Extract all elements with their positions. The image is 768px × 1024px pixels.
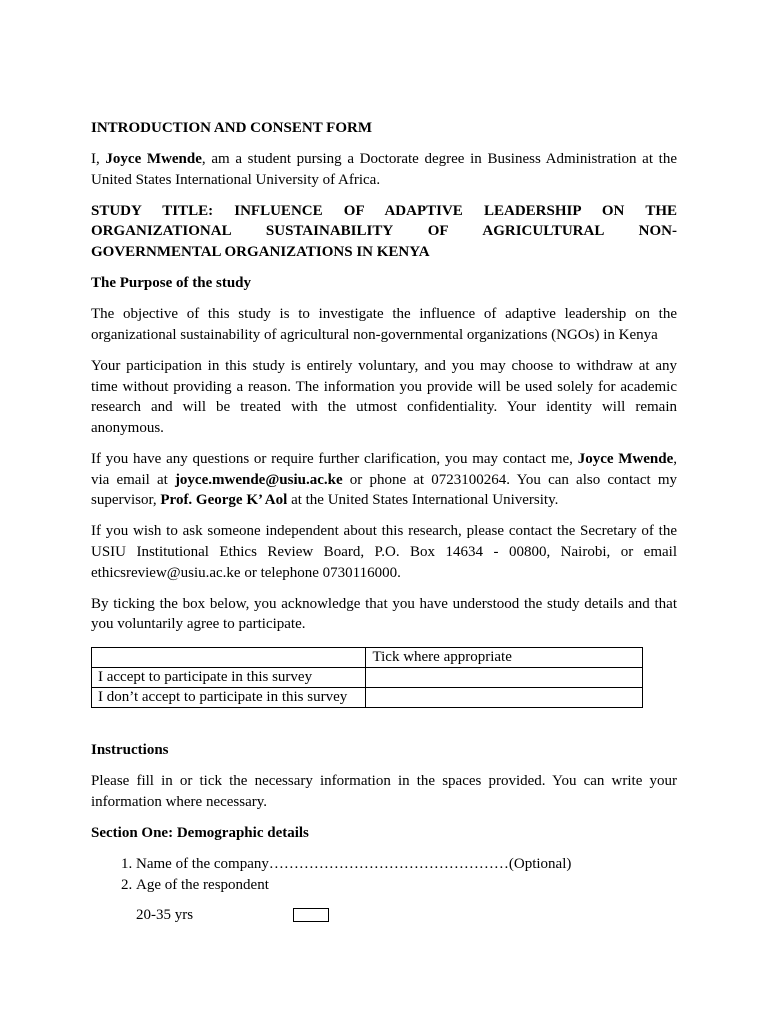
study-title-line-3: GOVERNMENTAL ORGANIZATIONS IN KENYA <box>91 244 430 261</box>
instructions-heading: Instructions <box>91 742 169 759</box>
consent-table-header-empty <box>92 648 366 668</box>
intro-prefix: I, <box>91 151 106 167</box>
consent-table-header-row <box>92 648 643 668</box>
question-company-name: 1. Name of the company…………………………………………(Optional) <box>136 854 677 875</box>
consent-accept-label: I accept to participate in this survey <box>92 668 366 688</box>
study-title-line-2: ORGANIZATIONAL SUSTAINABILITY OF AGRICULTURAL NON- <box>91 223 677 240</box>
age-option-label: 20-35 yrs <box>136 907 194 924</box>
contact-text-3: or phone at 0723100264. You can also contact my supervisor, <box>91 471 677 509</box>
consent-decline-row <box>92 688 643 708</box>
consent-table <box>91 647 643 708</box>
contact-text-2: , via email at <box>91 450 678 488</box>
intro-text: , am a student pursing a Doctorate degree in Business Administration at the United States International University of Africa. <box>91 151 677 188</box>
consent-form <box>91 118 677 935</box>
demographic-questions <box>91 854 677 895</box>
consent-decline-tick-cell[interactable] <box>366 688 643 708</box>
consent-accept-tick-cell[interactable] <box>366 668 643 688</box>
intro-paragraph <box>91 149 677 190</box>
contact-text-4: at the United States International University. <box>287 492 559 509</box>
form-title: INTRODUCTION AND CONSENT FORM <box>91 120 373 136</box>
supervisor-name: Prof. George K’ Aol <box>160 492 288 509</box>
contact-email: joyce.mwende@usiu.ac.ke <box>174 471 343 488</box>
contact-text-1: If you have any questions or require further clarification, you may contact me, <box>91 450 578 467</box>
question-age: 2. Age of the respondent <box>136 875 677 896</box>
researcher-name: Joyce Mwende <box>105 151 202 167</box>
age-option-row <box>91 905 677 935</box>
study-title <box>91 201 677 263</box>
study-title-line-1: STUDY TITLE: INFLUENCE OF ADAPTIVE LEADERSHIP ON THE <box>91 202 677 219</box>
purpose-heading: The Purpose of the study <box>91 275 252 292</box>
spacer <box>91 708 677 740</box>
ethics-paragraph: If you wish to ask someone independent about this research, please contact the Secretary of the USIU Institutional Ethics Review Board, P.O. Box 14634 - 00800, Nairobi, or email ethicsreview@usiu.ac.ke or telephone 0730116000. <box>91 523 677 581</box>
consent-decline-label: I don’t accept to participate in this survey <box>92 688 366 708</box>
voluntary-paragraph: Your participation in this study is entirely voluntary, and you may choose to withdraw at any time without providing a reason. The information you provide will be used solely for academic research and will be treated with the utmost confidentiality. Your identity will remain anonymous. <box>91 357 677 436</box>
acknowledgement-paragraph: By ticking the box below, you acknowledge that you have understood the study details and that you voluntarily agree to participate. <box>91 595 677 633</box>
consent-table-header-tick: Tick where appropriate <box>366 648 643 668</box>
consent-accept-row <box>92 668 643 688</box>
contact-paragraph <box>91 449 677 511</box>
purpose-paragraph: The objective of this study is to investigate the influence of adaptive leadership on the organizational sustainability of agricultural non-governmental organizations (NGOs) in Kenya <box>91 306 677 343</box>
contact-name: Joyce Mwende <box>577 450 674 467</box>
section-one-heading: Section One: Demographic details <box>91 824 309 841</box>
age-option-checkbox[interactable] <box>293 908 329 922</box>
instructions-paragraph: Please fill in or tick the necessary information in the spaces provided. You can write your information where necessary. <box>91 773 677 810</box>
